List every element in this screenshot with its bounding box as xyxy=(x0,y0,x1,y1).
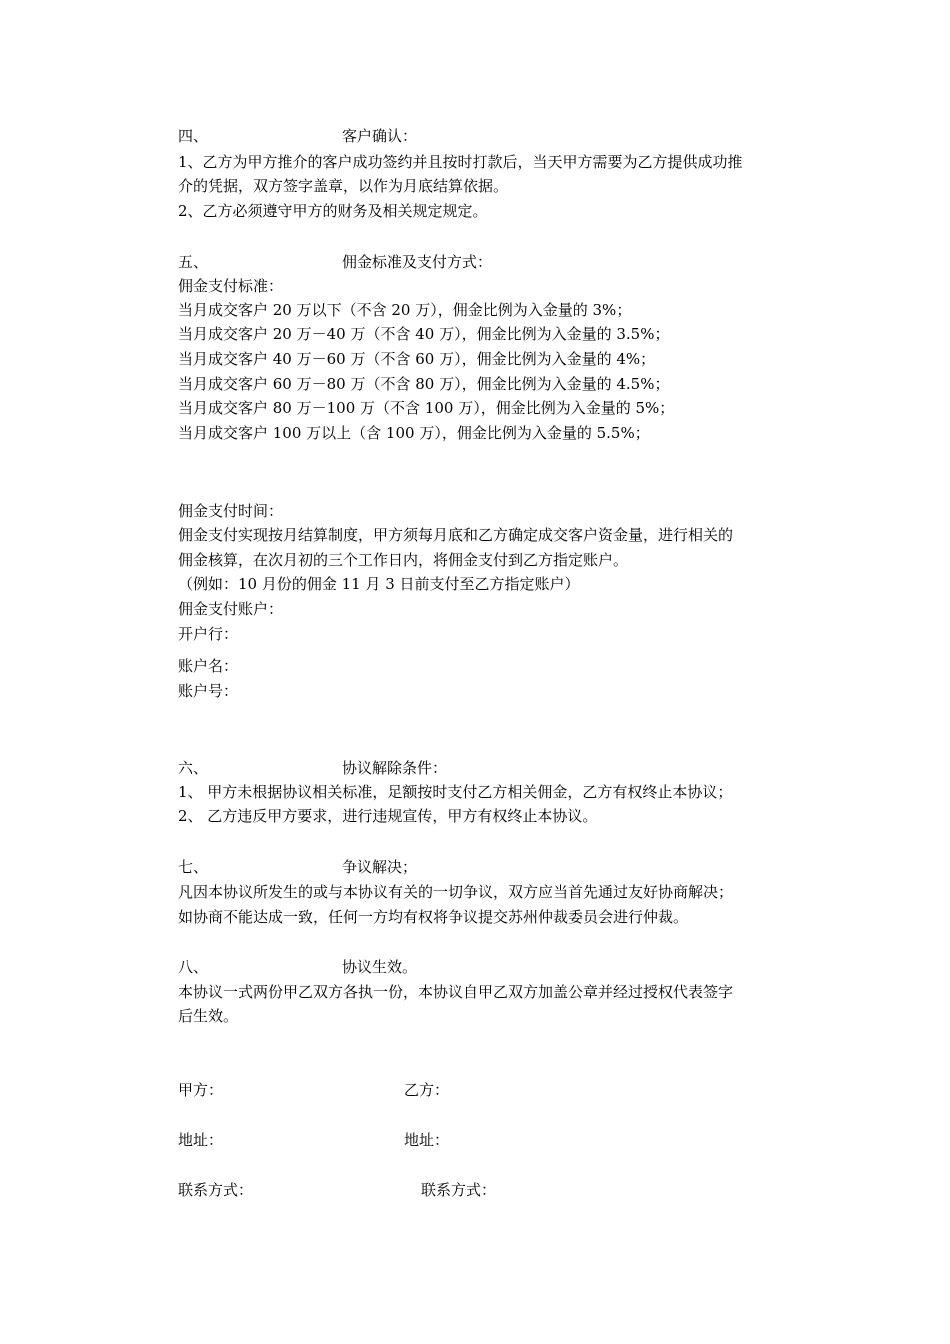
section-7-para-1: 凡因本协议所发生的或与本协议有关的一切争议，双方应当首先通过友好协商解决； xyxy=(178,883,734,901)
section-6-number: 六、 xyxy=(178,759,209,777)
section-8-para-2: 后生效。 xyxy=(178,1007,239,1025)
bank-label: 开户行： xyxy=(178,625,239,643)
commission-rate-4: 当月成交客户 60 万－80 万（不含 80 万），佣金比例为入金量的 4.5%； xyxy=(178,375,670,393)
section-6-para-1: 1、 甲方未根据协议相关标准，足额按时支付乙方相关佣金，乙方有权终止本协议； xyxy=(178,783,733,801)
party-b-contact-label: 联系方式： xyxy=(421,1181,497,1199)
party-a-address-label: 地址： xyxy=(178,1131,224,1149)
commission-rate-5: 当月成交客户 80 万－100 万（不含 100 万），佣金比例为入金量的 5%； xyxy=(178,399,675,417)
section-7-number: 七、 xyxy=(178,858,209,876)
commission-rate-3: 当月成交客户 40 万－60 万（不含 60 万），佣金比例为入金量的 4%； xyxy=(178,350,656,368)
commission-standard-title: 佣金支付标准： xyxy=(178,277,284,295)
section-8-title: 协议生效。 xyxy=(342,958,418,976)
section-8-number: 八、 xyxy=(178,958,209,976)
section-6-para-2: 2、 乙方违反甲方要求，进行违规宣传，甲方有权终止本协议。 xyxy=(178,807,598,825)
commission-rate-6: 当月成交客户 100 万以上（含 100 万），佣金比例为入金量的 5.5%； xyxy=(178,424,650,442)
section-4-number: 四、 xyxy=(178,127,209,145)
payment-time-para-a: 佣金支付实现按月结算制度，甲方须每月底和乙方确定成交客户资金量，进行相关的 xyxy=(178,526,734,544)
payment-time-title: 佣金支付时间： xyxy=(178,502,284,520)
section-4-para-2: 2、乙方必须遵守甲方的财务及相关规定规定。 xyxy=(178,202,488,220)
section-4-para-1a: 1、乙方为甲方推介的客户成功签约并且按时打款后，当天甲方需要为乙方提供成功推 xyxy=(178,153,743,171)
payment-time-para-b: 佣金核算，在次月初的三个工作日内，将佣金支付到乙方指定账户。 xyxy=(178,551,629,569)
party-b-address-label: 地址： xyxy=(404,1131,450,1149)
party-b-label: 乙方： xyxy=(404,1081,450,1099)
section-5-title: 佣金标准及支付方式： xyxy=(342,253,493,271)
section-5-number: 五、 xyxy=(178,253,209,271)
section-7-title: 争议解决； xyxy=(342,858,418,876)
account-name-label: 账户名： xyxy=(178,657,239,675)
payment-example: （例如：10 月份的佣金 11 月 3 日前支付至乙方指定账户） xyxy=(178,575,580,593)
party-a-contact-label: 联系方式： xyxy=(178,1181,254,1199)
commission-rate-1: 当月成交客户 20 万以下（不含 20 万），佣金比例为入金量的 3%； xyxy=(178,301,632,319)
section-4-para-1b: 介的凭据，双方签字盖章，以作为月底结算依据。 xyxy=(178,177,509,195)
section-6-title: 协议解除条件： xyxy=(342,759,448,777)
payment-account-title: 佣金支付账户： xyxy=(178,600,284,618)
section-7-para-2: 如协商不能达成一致，任何一方均有权将争议提交苏州仲裁委员会进行仲裁。 xyxy=(178,908,689,926)
commission-rate-2: 当月成交客户 20 万－40 万（不含 40 万），佣金比例为入金量的 3.5%； xyxy=(178,325,670,343)
account-number-label: 账户号： xyxy=(178,682,239,700)
section-8-para-1: 本协议一式两份甲乙双方各执一份，本协议自甲乙双方加盖公章并经过授权代表签字 xyxy=(178,983,734,1001)
section-4-title: 客户确认： xyxy=(342,127,418,145)
party-a-label: 甲方： xyxy=(178,1081,224,1099)
